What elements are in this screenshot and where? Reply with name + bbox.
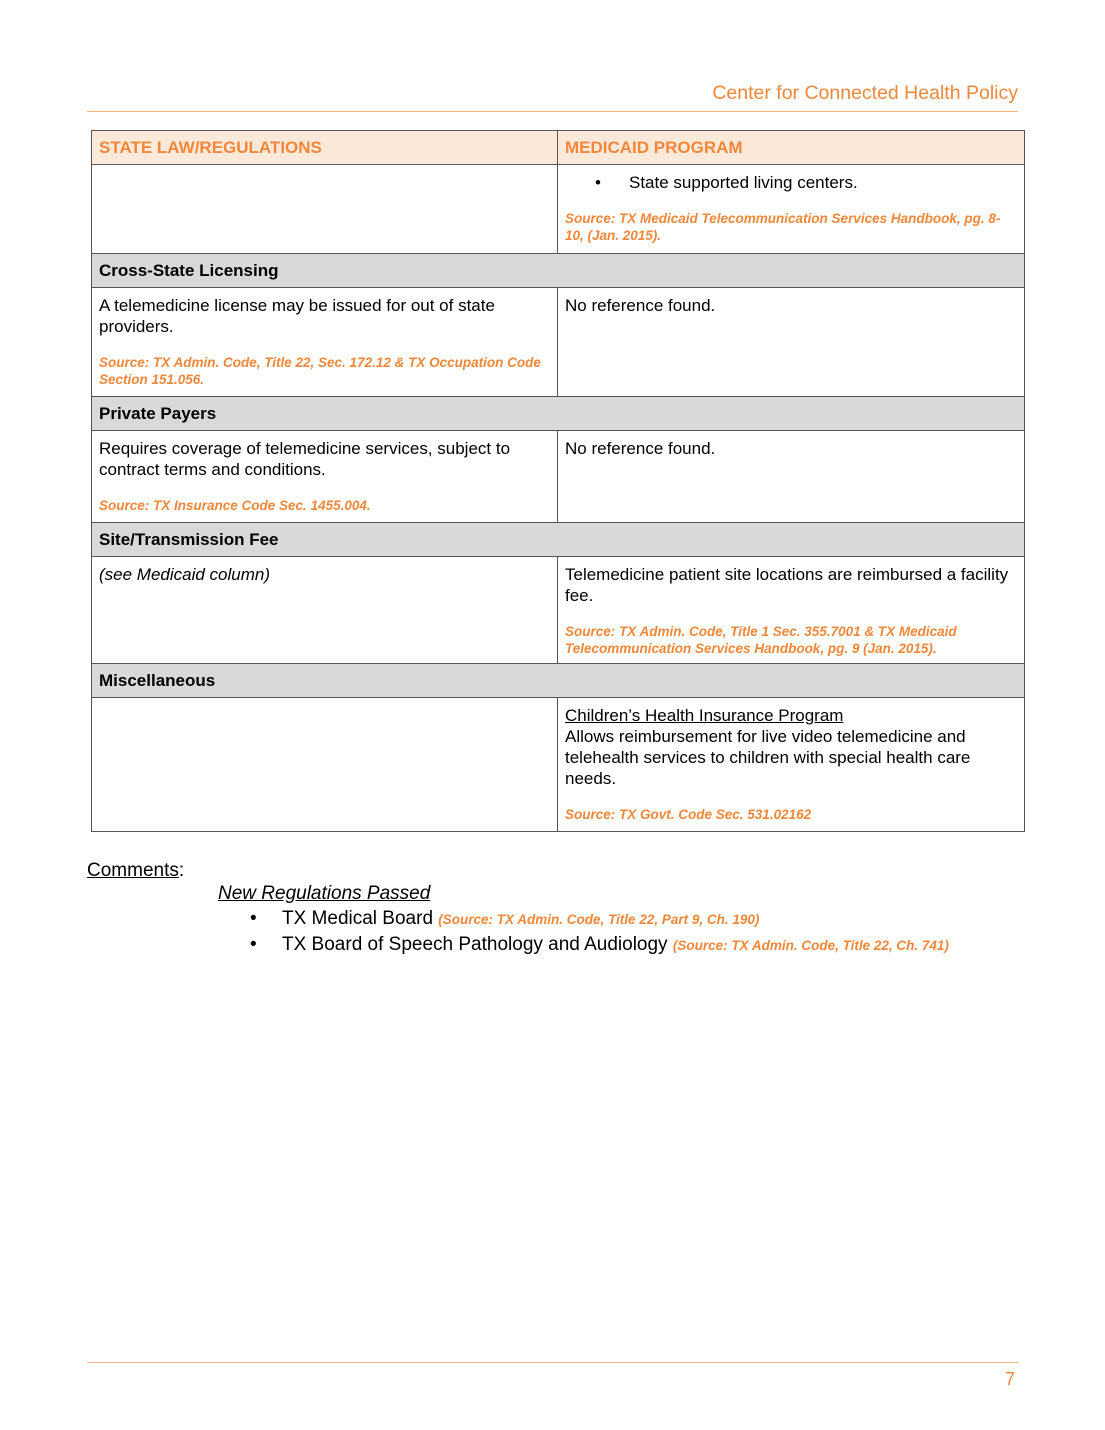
list-item: [250, 932, 949, 958]
bullet-text: State supported living centers.: [629, 173, 858, 192]
state-law-cell: [92, 431, 558, 523]
header-divider: [87, 111, 1018, 112]
program-heading: Children’s Health Insurance Program: [565, 706, 844, 725]
table-row: [92, 165, 1025, 254]
page-number: 7: [1004, 1369, 1015, 1389]
table-row: [92, 288, 1025, 397]
bullet-icon: •: [250, 934, 257, 955]
footer-divider: [87, 1362, 1018, 1363]
source-citation: (Source: TX Admin. Code, Title 22, Part 9, Ch. 190): [438, 912, 760, 927]
section-header-cross-state-licensing: Cross-State Licensing: [92, 254, 1025, 288]
law-text: Requires coverage of telemedicine services, subject to contract terms and conditions.: [99, 439, 511, 479]
source-citation: (Source: TX Admin. Code, Title 22, Ch. 741): [672, 938, 949, 953]
bullet-icon: •: [250, 908, 257, 929]
document-header: Center for Connected Health Policy: [712, 82, 1018, 104]
medicaid-cell: No reference found.: [558, 431, 1025, 523]
state-law-cell: [92, 165, 558, 254]
medicaid-cell: [558, 165, 1025, 254]
medicaid-cell: No reference found.: [558, 288, 1025, 397]
source-citation: Source: TX Medicaid Telecommunication Services Handbook, pg. 8-10, (Jan. 2015).: [565, 211, 1001, 243]
source-citation: Source: TX Govt. Code Sec. 531.02162: [565, 807, 812, 822]
list-item: [250, 906, 949, 932]
comments-colon: :: [178, 860, 185, 881]
comments-label-line: [87, 860, 184, 882]
state-law-cell: [92, 557, 558, 664]
source-citation: Source: TX Admin. Code, Title 1 Sec. 355.7001 & TX Medicaid Telecommunication Services Handbook, pg. 9 (Jan. 2015).: [565, 624, 957, 656]
comments-subheading: New Regulations Passed: [218, 883, 431, 904]
law-text: A telemedicine license may be issued for out of state providers.: [99, 296, 495, 336]
state-law-cell: [92, 288, 558, 397]
table-row: [92, 698, 1025, 832]
comments-label: Comments: [87, 860, 179, 881]
table-row: [92, 557, 1025, 664]
table-header-row: [92, 131, 1025, 165]
medicaid-text: Telemedicine patient site locations are reimbursed a facility fee.: [565, 565, 1009, 605]
section-header-private-payers: Private Payers: [92, 397, 1025, 431]
column-header-medicaid: MEDICAID PROGRAM: [558, 131, 1025, 165]
regulation-name: TX Medical Board: [282, 908, 434, 929]
bullet-icon: •: [595, 173, 601, 192]
telehealth-policy-table: [91, 130, 1025, 832]
table-row: [92, 431, 1025, 523]
state-law-cell: [92, 698, 558, 832]
medicaid-cell: [558, 698, 1025, 832]
source-citation: Source: TX Admin. Code, Title 22, Sec. 172.12 & TX Occupation Code Section 151.056.: [99, 355, 541, 387]
column-header-state-law: STATE LAW/REGULATIONS: [92, 131, 558, 165]
bullet-item: [565, 172, 1017, 193]
section-header-site-transmission-fee: Site/Transmission Fee: [92, 523, 1025, 557]
regulation-name: TX Board of Speech Pathology and Audiology: [282, 934, 668, 955]
medicaid-cell: [558, 557, 1025, 664]
law-text: (see Medicaid column): [99, 565, 271, 584]
regulations-list: [250, 906, 949, 958]
section-header-miscellaneous: Miscellaneous: [92, 664, 1025, 698]
medicaid-text: Allows reimbursement for live video telemedicine and telehealth services to children with special health care needs.: [565, 727, 971, 788]
source-citation: Source: TX Insurance Code Sec. 1455.004.: [99, 498, 371, 513]
